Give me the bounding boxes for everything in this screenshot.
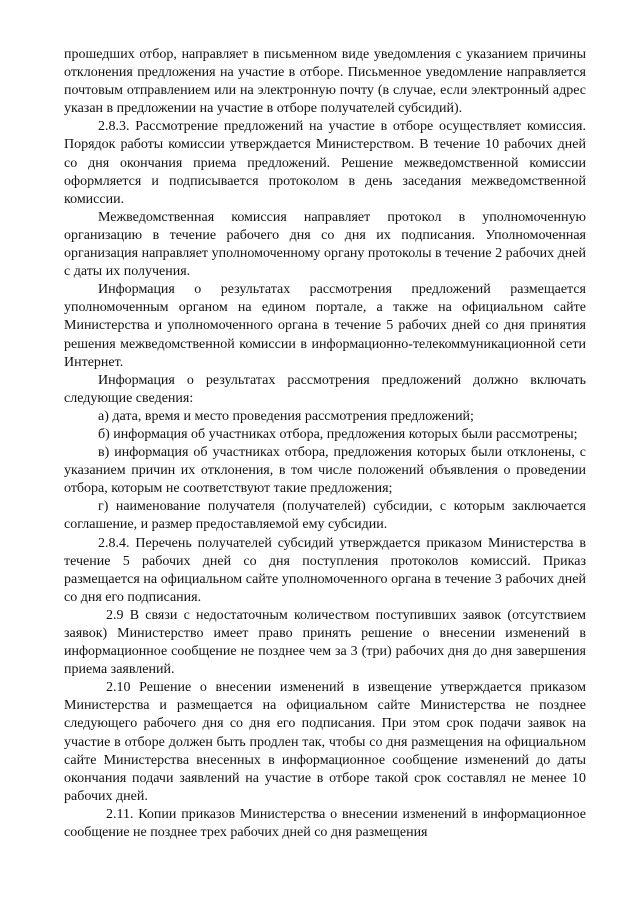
list-item-b: б) информация об участниках отбора, предложения которых были рассмотрены;	[98, 426, 578, 442]
paragraph-protocol-transfer: Межведомственная комиссия направляет протокол в уполномоченную организацию в течение рабочего дня со дня их подписания. Уполномоченная организация направляет уполномоченному органу протоколы в течение 2 рабочих дней с даты их получения.	[64, 209, 586, 280]
paragraph-2-9: 2.9 В связи с недостаточным количеством поступивших заявок (отсутствием заявок) Министерство имеет право принять решение о внесении изменений в информационное сообщение не позднее чем за 3 (три) рабочих дня до дня завершения приема заявлений.	[64, 607, 586, 678]
document-page	[64, 46, 586, 842]
list-item-a: а) дата, время и место проведения рассмотрения предложений;	[98, 408, 474, 424]
paragraph-2-8-3: 2.8.3. Рассмотрение предложений на участие в отборе осуществляет комиссия. Порядок работы комиссии утверждается Министерством. В течение 10 рабочих дней со дня окончания приема предложений. Решение межведомственной комиссии оформляется и подписывается протоколом в день заседания межведомственной комиссии.	[64, 119, 586, 207]
paragraph-2-10: 2.10 Решение о внесении изменений в извещение утверждается приказом Министерства и размещается на официальном сайте Министерства не позднее следующего рабочего дня со дня его подписания. При этом срок подачи заявок на участие в отборе должен быть продлен так, чтобы со дня размещения на официальном сайте Министерства внесенных в информационное сообщение изменений до даты окончания подачи заявлений на участие в отборе такой срок составлял не менее 10 рабочих дней.	[64, 680, 586, 804]
paragraph-results-publication: Информация о результатах рассмотрения предложений размещается уполномоченным органом на едином портале, а также на официальном сайте Министерства и уполномоченного органа в течение 5 рабочих дней со дня принятия решения межведомственной комиссии в информационно-телекоммуникационной сети Интернет.	[64, 282, 586, 370]
paragraph-2-11: 2.11. Копии приказов Министерства о внесении изменений в информационное сообщение не позднее трех рабочих дней со дня размещения	[64, 806, 586, 841]
paragraph-results-contents: Информация о результатах рассмотрения предложений должно включать следующие сведения:	[64, 372, 586, 406]
list-item-v: в) информация об участниках отбора, предложения которых были отклонены, с указанием причин их отклонения, в том числе положений объявления о проведении отбора, которым не соответствуют такие предложения;	[64, 445, 586, 497]
paragraph-2-8-4: 2.8.4. Перечень получателей субсидий утверждается приказом Министерства в течение 5 рабочих дней со дня поступления протоколов комиссий. Приказ размещается на официальном сайте уполномоченного органа в течение 3 рабочих дней со дня его подписания.	[64, 535, 586, 605]
list-item-g: г) наименование получателя (получателей) субсидии, с которым заключается соглашение, и размер предоставляемой ему субсидии.	[64, 499, 586, 533]
paragraph-continued-notification: прошедших отбор, направляет в письменном виде уведомления с указанием причины отклонения предложения на участие в отборе. Письменное уведомление направляется почтовым отправлением или на электронную почту (в случае, если электронный адрес указан в предложении на участие в отборе получателей субсидий).	[64, 47, 586, 117]
